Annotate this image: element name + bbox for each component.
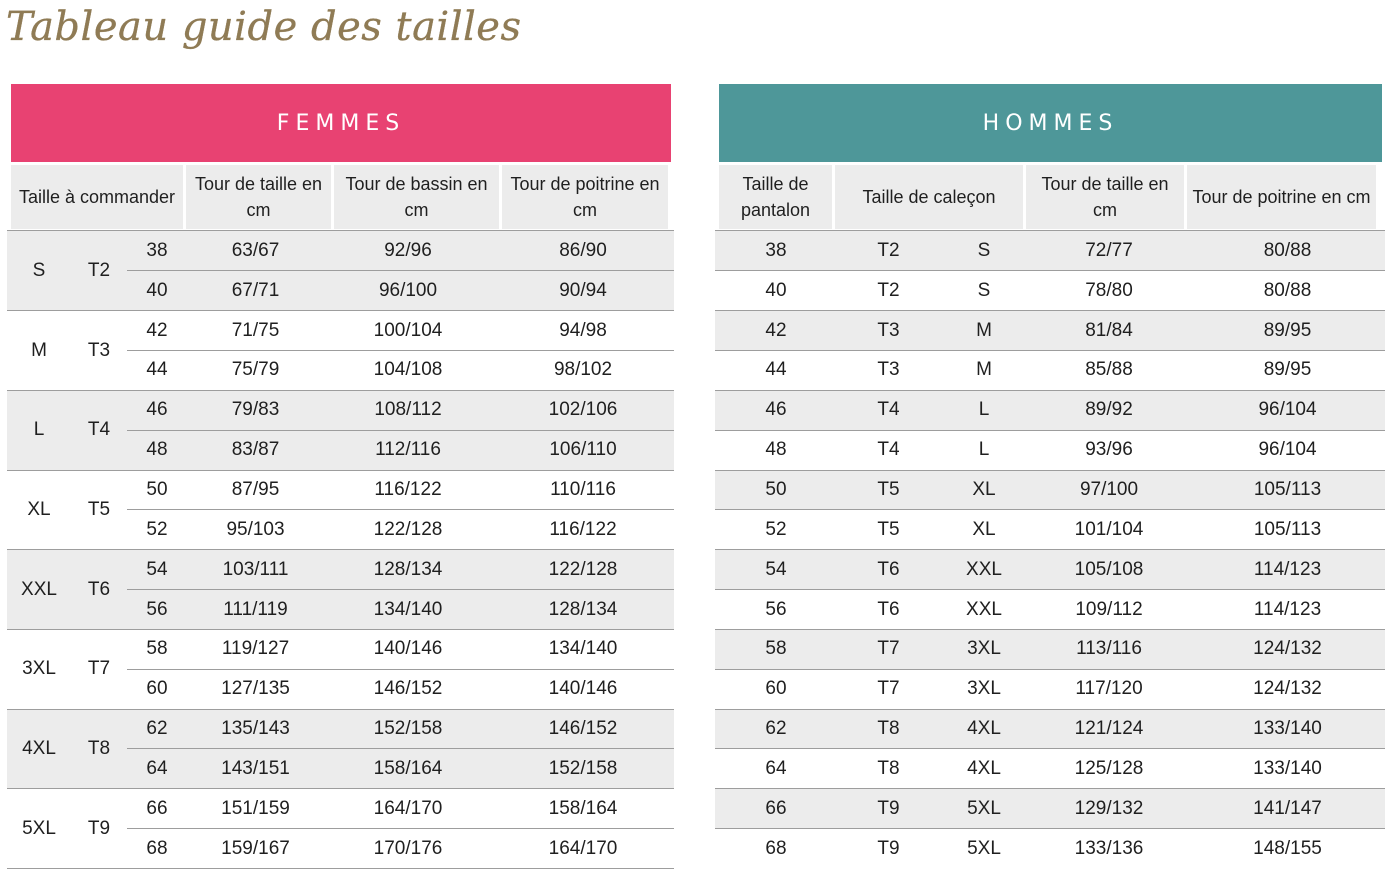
letter-size: L	[978, 439, 990, 461]
table-row	[715, 669, 1385, 709]
tour-poitrine-value: 89/95	[1263, 359, 1312, 381]
t-size: T3	[87, 339, 111, 361]
t-size: T7	[837, 629, 940, 669]
tour-poitrine-value: 146/152	[492, 709, 674, 749]
tour-bassin-value: 134/140	[324, 590, 492, 630]
tour-taille-value: 151/159	[187, 789, 324, 829]
hommes-heading: HOMMES	[719, 84, 1382, 162]
tour-taille-value: 135/143	[187, 709, 324, 749]
letter-size: 5XL	[967, 837, 1001, 859]
t-size: T8	[877, 757, 900, 779]
letter-size: 3XL	[967, 678, 1001, 700]
tour-taille-value: 79/83	[187, 390, 324, 430]
table-row	[715, 590, 1385, 630]
tour-taille-value: 125/128	[1074, 757, 1144, 779]
pantalon-size: 58	[715, 629, 837, 669]
tour-taille-value: 143/151	[187, 749, 324, 789]
pantalon-size: 64	[765, 757, 787, 779]
tour-bassin-value: 140/146	[324, 629, 492, 669]
t-size: T6	[71, 550, 127, 630]
table-row	[715, 311, 1385, 351]
letter-size: M	[940, 311, 1028, 351]
tour-poitrine-value: 141/147	[1190, 789, 1385, 829]
hommes-size-table	[715, 84, 1385, 869]
table-row	[715, 829, 1385, 869]
letter-size: 5XL	[22, 817, 56, 839]
tour-poitrine-value: 152/158	[492, 749, 674, 789]
tour-taille-value: 105/108	[1028, 550, 1190, 590]
letter-size: 4XL	[940, 709, 1028, 749]
letter-size: L	[940, 390, 1028, 430]
tour-poitrine-value: 110/116	[492, 470, 674, 510]
letter-size: S	[7, 231, 71, 311]
tour-taille-value: 85/88	[1085, 359, 1133, 381]
letter-size: XXL	[7, 550, 71, 630]
letter-size: S	[977, 279, 991, 301]
pantalon-size: 56	[765, 598, 787, 620]
table-row	[715, 351, 1385, 391]
tour-poitrine-value: 124/132	[1253, 678, 1322, 700]
tour-poitrine-value: 116/122	[549, 518, 617, 540]
letter-size: 4XL	[7, 709, 71, 789]
tour-taille-value: 117/120	[1075, 678, 1143, 700]
tour-bassin-value: 108/112	[324, 390, 492, 430]
pantalon-size: 42	[715, 311, 837, 351]
table-row	[715, 789, 1385, 829]
table-row	[7, 470, 674, 510]
tour-poitrine-value: 133/140	[1190, 709, 1385, 749]
tour-taille-value: 113/116	[1028, 629, 1190, 669]
numeric-size: 42	[127, 311, 187, 351]
tour-poitrine-value: 94/98	[492, 311, 674, 351]
tour-taille-value: 111/119	[187, 590, 324, 630]
tour-poitrine-value: 98/102	[553, 359, 613, 381]
col-header-tour-poitrine: Tour de poitrine en cm	[1187, 165, 1376, 229]
tour-bassin-value: 112/116	[324, 430, 492, 470]
tour-bassin-value: 104/108	[373, 359, 443, 381]
tour-taille-value: 127/135	[221, 678, 290, 700]
pantalon-size: 60	[765, 678, 787, 700]
tour-poitrine-value: 140/146	[548, 678, 618, 700]
col-header-tour-taille: Tour de taille en cm	[186, 165, 331, 229]
table-row	[7, 311, 674, 351]
numeric-size: 68	[146, 837, 168, 859]
letter-size: XXL	[940, 550, 1028, 590]
t-size: T2	[877, 279, 900, 301]
pantalon-size: 38	[715, 231, 837, 271]
table-row	[7, 231, 674, 271]
letter-size: 3XL	[22, 658, 56, 680]
tour-taille-value: 119/127	[187, 629, 324, 669]
table-row	[715, 629, 1385, 669]
letter-size: S	[940, 231, 1028, 271]
letter-size: 3XL	[940, 629, 1028, 669]
femmes-table-body	[7, 231, 674, 869]
numeric-size: 48	[127, 430, 187, 470]
table-row	[715, 749, 1385, 789]
pantalon-size: 40	[765, 279, 787, 301]
t-size: T9	[87, 817, 111, 839]
tour-taille-value: 67/71	[187, 271, 324, 311]
tour-bassin-value: 122/128	[373, 518, 443, 540]
tour-poitrine-value: 106/110	[492, 430, 674, 470]
tour-poitrine-value: 114/123	[1253, 598, 1322, 620]
col-header-tour-poitrine: Tour de poitrine en cm	[502, 165, 668, 229]
hommes-table-body	[715, 231, 1385, 869]
tour-taille-value: 89/92	[1028, 390, 1190, 430]
tour-poitrine-value: 158/164	[492, 789, 674, 829]
tour-bassin-value: 152/158	[324, 709, 492, 749]
tour-poitrine-value: 128/134	[492, 590, 674, 630]
numeric-size: 60	[146, 678, 168, 700]
tour-poitrine-value: 134/140	[492, 629, 674, 669]
numeric-size: 52	[146, 518, 168, 540]
numeric-size: 66	[127, 789, 187, 829]
numeric-size: 56	[127, 590, 187, 630]
letter-size: M	[31, 339, 47, 361]
tour-poitrine-value: 124/132	[1190, 629, 1385, 669]
tour-poitrine-value: 96/104	[1258, 439, 1317, 461]
tour-bassin-value: 128/134	[324, 550, 492, 590]
tour-taille-value: 81/84	[1028, 311, 1190, 351]
tour-poitrine-value: 133/140	[1253, 757, 1322, 779]
pantalon-size: 48	[765, 439, 787, 461]
tour-taille-value: 75/79	[231, 359, 280, 381]
tour-poitrine-value: 89/95	[1190, 311, 1385, 351]
table-row	[715, 709, 1385, 749]
tour-poitrine-value: 96/104	[1190, 390, 1385, 430]
tour-taille-value: 101/104	[1074, 518, 1144, 540]
t-size: T9	[877, 837, 900, 859]
tour-bassin-value: 170/176	[373, 837, 443, 859]
numeric-size: 50	[127, 470, 187, 510]
tour-taille-value: 78/80	[1085, 279, 1133, 301]
tour-bassin-value: 158/164	[324, 749, 492, 789]
tour-taille-value: 121/124	[1028, 709, 1190, 749]
table-row	[715, 231, 1385, 271]
t-size: T8	[837, 709, 940, 749]
t-size: T8	[71, 709, 127, 789]
tour-poitrine-value: 148/155	[1253, 837, 1322, 859]
tour-taille-value: 93/96	[1085, 439, 1133, 461]
numeric-size: 38	[127, 231, 187, 271]
tour-poitrine-value: 90/94	[492, 271, 674, 311]
tour-bassin-value: 96/100	[324, 271, 492, 311]
page-title: Tableau guide des tailles	[6, 4, 522, 50]
tour-taille-value: 97/100	[1028, 470, 1190, 510]
col-header-taille-calecon: Taille de caleçon	[835, 165, 1023, 229]
t-size: T3	[877, 359, 900, 381]
tour-taille-value: 109/112	[1075, 598, 1143, 620]
table-row	[7, 709, 674, 749]
pantalon-size: 52	[765, 518, 787, 540]
tour-taille-value: 133/136	[1074, 837, 1144, 859]
letter-size: 5XL	[940, 789, 1028, 829]
t-size: T2	[837, 231, 940, 271]
tour-poitrine-value: 164/170	[548, 837, 618, 859]
pantalon-size: 66	[715, 789, 837, 829]
pantalon-size: 68	[765, 837, 787, 859]
tour-poitrine-value: 105/113	[1253, 518, 1322, 540]
femmes-heading: FEMMES	[11, 84, 671, 162]
numeric-size: 40	[127, 271, 187, 311]
pantalon-size: 62	[715, 709, 837, 749]
t-size: T4	[877, 439, 900, 461]
tour-poitrine-value: 102/106	[492, 390, 674, 430]
tour-poitrine-value: 80/88	[1263, 279, 1312, 301]
table-row	[715, 271, 1385, 311]
hommes-header-row	[715, 165, 1385, 231]
tour-taille-value: 103/111	[187, 550, 324, 590]
tour-poitrine-value: 86/90	[492, 231, 674, 271]
tour-taille-value: 71/75	[187, 311, 324, 351]
tour-bassin-value: 116/122	[324, 470, 492, 510]
table-row	[7, 629, 674, 669]
col-header-taille-pantalon: Taille de pantalon	[719, 165, 832, 229]
tour-taille-value: 72/77	[1028, 231, 1190, 271]
tour-taille-value: 83/87	[187, 430, 324, 470]
numeric-size: 44	[146, 359, 168, 381]
tour-taille-value: 95/103	[226, 518, 285, 540]
table-row	[715, 550, 1385, 590]
tour-taille-value: 129/132	[1028, 789, 1190, 829]
letter-size: XXL	[966, 598, 1002, 620]
t-size: T4	[837, 390, 940, 430]
table-row	[7, 550, 674, 590]
t-size: T4	[71, 390, 127, 470]
t-size: T9	[837, 789, 940, 829]
t-size: T3	[837, 311, 940, 351]
femmes-header-row	[7, 165, 674, 231]
letter-size: XL	[972, 518, 996, 540]
t-size: T5	[837, 470, 940, 510]
numeric-size: 46	[127, 390, 187, 430]
table-row	[715, 430, 1385, 470]
tour-poitrine-value: 114/123	[1190, 550, 1385, 590]
tour-bassin-value: 146/152	[373, 678, 443, 700]
tour-poitrine-value: 122/128	[492, 550, 674, 590]
table-row	[715, 510, 1385, 550]
pantalon-size: 54	[715, 550, 837, 590]
tour-poitrine-value: 105/113	[1190, 470, 1385, 510]
t-size: T7	[87, 658, 111, 680]
table-row	[715, 390, 1385, 430]
tour-taille-value: 159/167	[221, 837, 290, 859]
letter-size: XL	[940, 470, 1028, 510]
numeric-size: 58	[127, 629, 187, 669]
t-size: T7	[877, 678, 900, 700]
letter-size: L	[7, 390, 71, 470]
t-size: T2	[71, 231, 127, 311]
tour-poitrine-value: 80/88	[1190, 231, 1385, 271]
col-header-taille-commander: Taille à commander	[11, 165, 183, 229]
letter-size: 4XL	[967, 757, 1001, 779]
t-size: T6	[877, 598, 900, 620]
numeric-size: 54	[127, 550, 187, 590]
femmes-size-table	[7, 84, 674, 869]
col-header-tour-bassin: Tour de bassin en cm	[334, 165, 499, 229]
numeric-size: 62	[127, 709, 187, 749]
t-size: T5	[877, 518, 900, 540]
pantalon-size: 44	[765, 359, 787, 381]
table-row	[7, 789, 674, 829]
tour-taille-value: 63/67	[187, 231, 324, 271]
tour-taille-value: 87/95	[187, 470, 324, 510]
table-row	[7, 390, 674, 430]
pantalon-size: 46	[715, 390, 837, 430]
pantalon-size: 50	[715, 470, 837, 510]
table-row	[715, 470, 1385, 510]
tour-bassin-value: 100/104	[324, 311, 492, 351]
letter-size: XL	[27, 498, 51, 520]
tour-bassin-value: 164/170	[324, 789, 492, 829]
t-size: T6	[837, 550, 940, 590]
tour-bassin-value: 92/96	[324, 231, 492, 271]
numeric-size: 64	[127, 749, 187, 789]
col-header-tour-taille: Tour de taille en cm	[1026, 165, 1184, 229]
t-size: T5	[87, 498, 111, 520]
letter-size: M	[976, 359, 992, 381]
